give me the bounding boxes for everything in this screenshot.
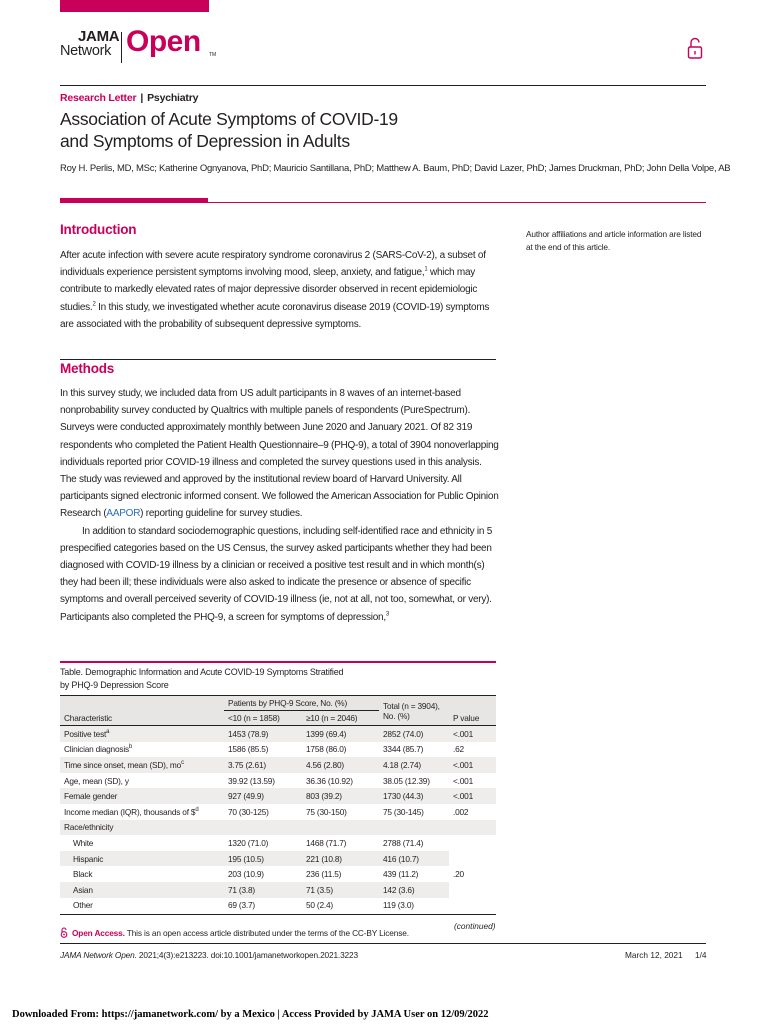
introduction-heading: Introduction xyxy=(60,222,137,237)
cell-low: 39.92 (13.59) xyxy=(228,775,275,786)
logo-trademark: TM xyxy=(209,52,217,58)
cell-p xyxy=(449,820,496,836)
citation-details[interactable]: 2021;4(3):e213223. doi:10.1001/jamanetworkopen.2021.3223 xyxy=(136,950,358,960)
race-label: Other xyxy=(73,900,93,911)
footnote-marker[interactable]: b xyxy=(128,744,133,751)
methods-paragraph-2 xyxy=(60,523,500,626)
introduction-paragraph xyxy=(60,247,500,333)
cell-high: 36.36 (10.92) xyxy=(306,775,353,786)
header-total-line-2: No. (%) xyxy=(383,710,410,721)
cell-p: <.001 xyxy=(453,775,473,786)
header-characteristic: Characteristic xyxy=(60,711,224,726)
cell-high: 50 (2.4) xyxy=(306,900,333,911)
table-row xyxy=(60,773,496,789)
cell-low: 195 (10.5) xyxy=(224,851,302,867)
header-high-phq9: ≥10 (n = 2046) xyxy=(302,711,379,726)
row-label: Female gender xyxy=(64,791,118,802)
cell-low: 69 (3.7) xyxy=(228,900,255,911)
cell-low: 70 (30-125) xyxy=(228,806,269,817)
open-access-icon xyxy=(60,927,68,938)
citation-journal: JAMA Network Open. xyxy=(60,950,137,960)
cell-low: 1586 (85.5) xyxy=(228,744,269,755)
jama-network-open-logo[interactable] xyxy=(60,25,230,68)
cell-characteristic xyxy=(60,726,224,742)
text-run: In addition to standard sociodemographic questions, including self-identified race and ethnicity in 5 prespecified categories based on the US Census, the survey asked participants whether they had been diagnosed with COVID-19 illness by a clinician or received a positive test result and in which month(s) they had been ill; these individuals were also asked to indicate the presence or absence of specific symptoms and overall perceived severity of COVID-19 illness (ie, not at all, not too, somewhat, or very). Participants also completed the PHQ-9, a screen for symptoms of depression, xyxy=(60,525,493,623)
cell-high: 4.56 (2.80) xyxy=(302,757,379,773)
cell-characteristic xyxy=(60,820,224,836)
footnote-marker[interactable]: c xyxy=(181,760,184,767)
article-type: Research Letter xyxy=(60,92,137,104)
cell-characteristic xyxy=(60,804,224,820)
cell-low: 1320 (71.0) xyxy=(228,837,269,848)
table-row xyxy=(60,726,496,742)
methods-heading: Methods xyxy=(60,361,115,376)
race-label: Asian xyxy=(60,882,224,898)
cell-low: 3.75 (2.61) xyxy=(224,757,302,773)
cell-high: 803 (39.2) xyxy=(302,788,379,804)
text-run: which may contribute to markedly elevated rates of major depressive disorder observed in recent epidemiologic studies. xyxy=(60,267,478,313)
header-total-line-1: Total (n = 3904), xyxy=(383,700,440,711)
row-label: Race/ethnicity xyxy=(64,822,114,833)
table-row xyxy=(60,742,496,758)
cell-high: 221 (10.8) xyxy=(302,851,379,867)
cell-high: 75 (30-150) xyxy=(306,806,347,817)
cell-low: 1453 (78.9) xyxy=(224,726,302,742)
page-number: 1/4 xyxy=(695,950,707,960)
text-run: In this survey study, we included data from US adult participants in 8 waves of an internet-based nonprobability survey conducted by Qualtrics with multiple panels of respondents (PureSpectrum). Surveys were conducted approximately monthly between June 2020 and January 2021. Of 82 319 respondents who completed the Patient Health Questionnaire–9 (PHQ-9), a total of 3904 nonoverlapping individuals reported prior COVID-19 illness and completed the survey questions used in this analysis. The study was reviewed and approved by the institutional review board of Harvard University. All participants signed electronic informed consent. We followed the American Association for Public Opinion Research ( xyxy=(60,388,499,520)
table-continued-note: (continued) xyxy=(454,921,496,931)
table-caption xyxy=(60,666,380,692)
cell-total: 3344 (85.7) xyxy=(383,744,424,755)
row-label: Clinician diagnosis xyxy=(64,744,129,755)
header-rule xyxy=(60,85,706,86)
table-header-row-1 xyxy=(60,696,496,711)
cell-total xyxy=(379,820,449,836)
row-label: Time since onset, mean (SD), mo xyxy=(64,759,182,770)
cell-p: .002 xyxy=(453,806,469,817)
table-row xyxy=(60,788,496,804)
introduction-body xyxy=(60,247,500,333)
download-notice: Downloaded From: https://jamanetwork.com/ by a Mexico | Access Provided by JAMA User on 12/09/2022 xyxy=(12,1009,489,1020)
methods-body xyxy=(60,385,500,626)
footnote-marker[interactable]: a xyxy=(106,729,110,736)
cell-characteristic xyxy=(60,773,224,789)
title-line-1: Association of Acute Symptoms of COVID-19 xyxy=(60,109,398,129)
header-cell-empty xyxy=(60,696,224,711)
footnote-marker[interactable]: d xyxy=(195,807,199,813)
table-row xyxy=(60,804,496,820)
header-low-phq9: <10 (n = 1858) xyxy=(224,711,302,726)
table-row-race xyxy=(60,851,496,867)
table-row-race xyxy=(60,882,496,898)
table-row xyxy=(60,820,496,836)
aapor-link[interactable]: AAPOR xyxy=(106,508,141,520)
open-access-label: Open Access. xyxy=(72,928,125,938)
logo-divider xyxy=(121,32,122,63)
header-cell-empty xyxy=(449,696,496,711)
header-total xyxy=(379,696,449,726)
citation-line xyxy=(60,950,358,960)
cell-high: 1399 (69.4) xyxy=(302,726,379,742)
cell-total: 1730 (44.3) xyxy=(379,788,449,804)
table-caption-line-2: by PHQ-9 Depression Score xyxy=(60,680,169,690)
reference-2[interactable]: 2 xyxy=(92,301,96,308)
cell-high: 236 (11.5) xyxy=(306,869,342,880)
author-list: Roy H. Perlis, MD, MSc; Katherine Ognyanova, PhD; Mauricio Santillana, PhD; Matthew A. Baum, PhD; David Lazer, PhD; James Druckman, PhD; John Della Volpe, AB xyxy=(60,163,731,174)
cell-total: 2852 (74.0) xyxy=(379,726,449,742)
cell-p: <.001 xyxy=(449,726,496,742)
publication-date: March 12, 2021 xyxy=(625,950,683,960)
methods-rule xyxy=(60,359,496,360)
cell-high: 71 (3.5) xyxy=(302,882,379,898)
cell-p: <.001 xyxy=(449,788,496,804)
reference-1[interactable]: 1 xyxy=(424,266,428,273)
demographics-table xyxy=(60,695,496,913)
logo-jama-text: JAMA xyxy=(78,28,120,45)
table-row xyxy=(60,757,496,773)
race-label: Black xyxy=(73,869,93,880)
cell-characteristic xyxy=(60,757,224,773)
author-affiliations-note: Author affiliations and article information are listed at the end of this article. xyxy=(526,229,702,252)
kicker-separator: | xyxy=(140,92,144,104)
cell-characteristic xyxy=(60,788,224,804)
open-access-notice xyxy=(60,927,409,938)
table-caption-line-1: Table. Demographic Information and Acute COVID-19 Symptoms Stratified xyxy=(60,667,344,677)
row-label: Income median (IQR), thousands of $ xyxy=(64,806,196,817)
methods-paragraph-1 xyxy=(60,385,500,523)
row-label: Age, mean (SD), y xyxy=(64,775,129,786)
cell-low: 203 (10.9) xyxy=(228,869,264,880)
cell-low xyxy=(224,820,302,836)
open-access-text: This is an open access article distributed under the terms of the CC-BY License. xyxy=(124,928,409,938)
text-run: After acute infection with severe acute respiratory syndrome coronavirus 2 (SARS-CoV-2), a subset of individuals experience persistent symptoms involving mood, sleep, anxiety, and fatigue, xyxy=(60,250,486,279)
cell-total: 75 (30-145) xyxy=(383,806,424,817)
cell-total: 4.18 (2.74) xyxy=(379,757,449,773)
text-run: ) reporting guideline for survey studies. xyxy=(140,508,303,520)
footer-rule xyxy=(60,943,706,944)
title-line-2: and Symptoms of Depression in Adults xyxy=(60,131,350,151)
logo-network-text: Network xyxy=(60,43,112,59)
table-row-race xyxy=(60,835,496,851)
cell-total: 119 (3.0) xyxy=(383,900,414,911)
table-row-race xyxy=(60,898,496,914)
cell-p: <.001 xyxy=(449,757,496,773)
cell-total: 439 (11.2) xyxy=(383,869,419,880)
race-label: Hispanic xyxy=(60,851,224,867)
race-p-value: .20 xyxy=(449,835,496,913)
unlock-icon[interactable] xyxy=(687,36,703,60)
cell-high: 1758 (86.0) xyxy=(306,744,347,755)
cell-total: 2788 (71.4) xyxy=(383,837,424,848)
top-accent-bar xyxy=(60,0,209,12)
header-p-value: P value xyxy=(449,711,496,726)
article-kicker xyxy=(60,92,198,104)
section-accent-rule xyxy=(208,202,706,203)
cell-characteristic xyxy=(60,742,224,758)
article-title xyxy=(60,108,540,152)
cell-high: 1468 (71.7) xyxy=(306,837,347,848)
cell-total: 416 (10.7) xyxy=(379,851,449,867)
row-label: Positive test xyxy=(64,728,107,739)
reference-3[interactable]: 3 xyxy=(385,611,389,618)
table-row-race xyxy=(60,866,496,882)
cell-total: 38.05 (12.39) xyxy=(383,775,430,786)
cell-high xyxy=(302,820,379,836)
cell-p: .62 xyxy=(453,744,464,755)
table-bottom-rule xyxy=(60,914,496,915)
cell-low: 71 (3.8) xyxy=(224,882,302,898)
table-top-rule xyxy=(60,661,496,663)
logo-open-text: Open xyxy=(126,25,201,58)
section-accent-bar xyxy=(60,198,208,203)
cell-total: 142 (3.6) xyxy=(379,882,449,898)
header-group-phq9: Patients by PHQ-9 Score, No. (%) xyxy=(224,696,379,711)
race-label: White xyxy=(73,837,94,848)
cell-low: 927 (49.9) xyxy=(224,788,302,804)
article-category: Psychiatry xyxy=(147,92,199,104)
text-run: In this study, we investigated whether acute coronavirus disease 2019 (COVID-19) symptoms are associated with the probability of subsequent depressive symptoms. xyxy=(60,301,490,330)
